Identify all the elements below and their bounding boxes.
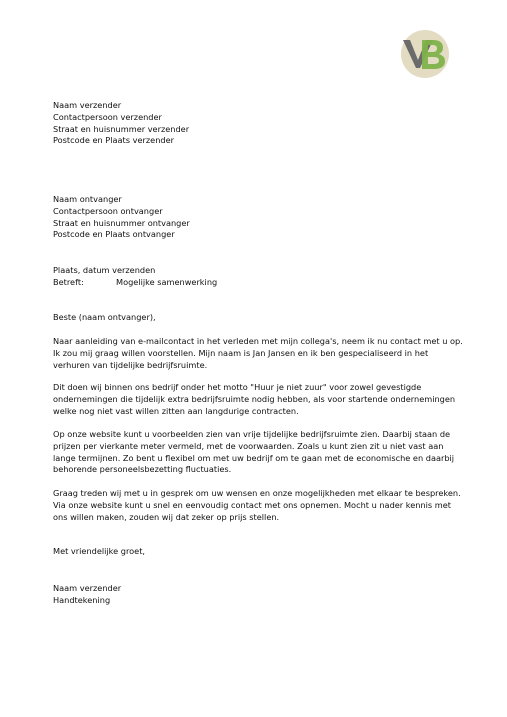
paragraph-1 <box>53 336 463 371</box>
recipient-contact: Contactpersoon ontvanger <box>53 205 163 216</box>
paragraph-3-text: Op onze website kunt u voorbeelden zien van vrije tijdelijke bedrijfsruimte zien. Daarbij staan de prijzen per vierkante meter vermeld, met de voorwaarden. Zoals u kunt zien zit u niet vast aan lange termijnen. Zo bent u flexibel om met uw bedrijf om te gaan met de economische en daarbij behorende personeelsbezetting fluctuaties. <box>53 429 455 475</box>
closing-text: Met vriendelijke groet, <box>53 546 146 556</box>
signature-handtekening: Handtekening <box>53 594 111 605</box>
sender-address <box>53 100 463 147</box>
paragraph-2-text: Dit doen wij binnen ons bedrijf onder het motto "Huur je niet zuur" voor zowel gevestigde ondernemingen die tijdelijk extra bedrijfsruimte nodig hebben, als voor startende ondernemingen welke nog niet vast willen zitten aan langdurige contracten. <box>53 382 456 416</box>
sender-name: Naam verzender <box>53 100 122 110</box>
paragraph-3 <box>53 429 463 476</box>
closing <box>53 546 463 558</box>
sender-street: Straat en huisnummer verzender <box>53 123 190 134</box>
paragraph-4-text: Graag treden wij met u in gesprek om uw wensen en onze mogelijkheden met elkaar te bespreken. Via onze website kunt u snel en eenvoudig contact met ons opnemen. Mocht u nader kennis met ons willen maken, zouden wij dat zeker op prijs stellen. <box>53 488 461 522</box>
salutation-text: Beste (naam ontvanger), <box>53 312 156 322</box>
signature-block <box>53 583 463 607</box>
paragraph-2 <box>53 382 463 417</box>
salutation <box>53 312 463 324</box>
sender-postcode: Postcode en Plaats verzender <box>53 135 175 146</box>
vb-logo-icon <box>399 28 451 80</box>
recipient-street: Straat en huisnummer ontvanger <box>53 217 190 228</box>
letter-meta <box>53 265 463 289</box>
subject-row <box>53 277 463 289</box>
sender-contact: Contactpersoon verzender <box>53 111 162 122</box>
paragraph-4 <box>53 488 463 523</box>
recipient-name: Naam ontvanger <box>53 194 122 204</box>
place-date: Plaats, datum verzenden <box>53 265 156 275</box>
signature-name: Naam verzender <box>53 583 122 593</box>
subject-value: Mogelijke samenwerking <box>116 276 218 287</box>
paragraph-1-text: Naar aanleiding van e-mailcontact in het verleden met mijn collega's, neem ik nu contact met u op. Ik zou mij graag willen voorstellen. Mijn naam is Jan Jansen en ik ben gespecialiseerd in het verhuren van tijdelijke bedrijfsruimte. <box>53 336 463 370</box>
subject-label: Betreft: <box>53 276 84 287</box>
recipient-address <box>53 194 463 241</box>
recipient-postcode: Postcode en Plaats ontvanger <box>53 229 175 240</box>
